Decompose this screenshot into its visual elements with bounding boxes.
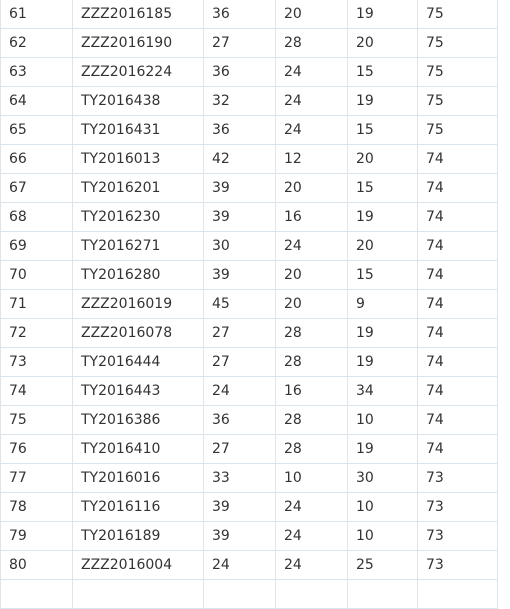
rank-cell: 77: [1, 464, 73, 493]
total-cell: 73: [418, 551, 498, 580]
rank-cell: 63: [1, 58, 73, 87]
score-b-cell: 20: [276, 290, 348, 319]
total-cell: 74: [418, 261, 498, 290]
table-row: [1, 580, 498, 609]
score-c-cell: [348, 580, 418, 609]
score-a-cell: 39: [204, 203, 276, 232]
score-b-cell: 16: [276, 203, 348, 232]
score-c-cell: 10: [348, 493, 418, 522]
id-cell: TY2016443: [73, 377, 204, 406]
total-cell: 75: [418, 87, 498, 116]
id-cell: TY2016271: [73, 232, 204, 261]
total-cell: 73: [418, 464, 498, 493]
total-cell: 75: [418, 29, 498, 58]
total-cell: 75: [418, 116, 498, 145]
score-b-cell: 24: [276, 116, 348, 145]
table-row: [1, 145, 498, 174]
score-b-cell: [276, 580, 348, 609]
total-cell: 74: [418, 145, 498, 174]
rank-cell: 75: [1, 406, 73, 435]
score-b-cell: 28: [276, 29, 348, 58]
score-c-cell: 20: [348, 145, 418, 174]
id-cell: TY2016438: [73, 87, 204, 116]
rank-cell: 72: [1, 319, 73, 348]
id-cell: TY2016280: [73, 261, 204, 290]
score-c-cell: 34: [348, 377, 418, 406]
score-b-cell: 24: [276, 551, 348, 580]
score-a-cell: 39: [204, 261, 276, 290]
score-b-cell: 28: [276, 348, 348, 377]
id-cell: TY2016016: [73, 464, 204, 493]
score-a-cell: 27: [204, 29, 276, 58]
score-c-cell: 19: [348, 319, 418, 348]
score-b-cell: 28: [276, 319, 348, 348]
table-row: [1, 174, 498, 203]
score-c-cell: 19: [348, 203, 418, 232]
rank-cell: 73: [1, 348, 73, 377]
score-a-cell: 39: [204, 522, 276, 551]
id-cell: TY2016230: [73, 203, 204, 232]
rank-cell: 70: [1, 261, 73, 290]
table-row: [1, 522, 498, 551]
rank-cell: 79: [1, 522, 73, 551]
score-a-cell: 45: [204, 290, 276, 319]
table-row: [1, 87, 498, 116]
score-a-cell: 36: [204, 58, 276, 87]
score-a-cell: 39: [204, 493, 276, 522]
score-c-cell: 15: [348, 261, 418, 290]
results-table-body: [1, 0, 498, 609]
score-a-cell: 24: [204, 551, 276, 580]
score-a-cell: 36: [204, 116, 276, 145]
table-row: [1, 203, 498, 232]
score-b-cell: 24: [276, 58, 348, 87]
id-cell: ZZZ2016019: [73, 290, 204, 319]
id-cell: ZZZ2016185: [73, 0, 204, 29]
score-b-cell: 12: [276, 145, 348, 174]
score-a-cell: 27: [204, 435, 276, 464]
table-row: [1, 232, 498, 261]
table-row: [1, 319, 498, 348]
score-b-cell: 24: [276, 493, 348, 522]
id-cell: [73, 580, 204, 609]
id-cell: TY2016201: [73, 174, 204, 203]
table-row: [1, 0, 498, 29]
score-c-cell: 20: [348, 29, 418, 58]
score-b-cell: 24: [276, 232, 348, 261]
table-row: [1, 29, 498, 58]
total-cell: 75: [418, 0, 498, 29]
total-cell: 74: [418, 203, 498, 232]
score-c-cell: 25: [348, 551, 418, 580]
score-a-cell: 33: [204, 464, 276, 493]
table-row: [1, 406, 498, 435]
score-a-cell: 24: [204, 377, 276, 406]
table-row: [1, 464, 498, 493]
rank-cell: 64: [1, 87, 73, 116]
total-cell: 74: [418, 435, 498, 464]
table-row: [1, 435, 498, 464]
score-a-cell: 39: [204, 174, 276, 203]
total-cell: 74: [418, 319, 498, 348]
id-cell: TY2016189: [73, 522, 204, 551]
score-b-cell: 16: [276, 377, 348, 406]
score-c-cell: 15: [348, 116, 418, 145]
score-c-cell: 10: [348, 406, 418, 435]
id-cell: ZZZ2016004: [73, 551, 204, 580]
score-c-cell: 19: [348, 87, 418, 116]
table-row: [1, 348, 498, 377]
rank-cell: 67: [1, 174, 73, 203]
total-cell: 74: [418, 232, 498, 261]
score-a-cell: 30: [204, 232, 276, 261]
rank-cell: 71: [1, 290, 73, 319]
id-cell: ZZZ2016224: [73, 58, 204, 87]
score-c-cell: 15: [348, 58, 418, 87]
score-b-cell: 28: [276, 435, 348, 464]
rank-cell: 74: [1, 377, 73, 406]
total-cell: 74: [418, 406, 498, 435]
id-cell: TY2016386: [73, 406, 204, 435]
score-a-cell: 36: [204, 0, 276, 29]
rank-cell: 69: [1, 232, 73, 261]
id-cell: TY2016116: [73, 493, 204, 522]
score-b-cell: 20: [276, 0, 348, 29]
table-row: [1, 116, 498, 145]
total-cell: 74: [418, 348, 498, 377]
score-c-cell: 15: [348, 174, 418, 203]
rank-cell: 61: [1, 0, 73, 29]
score-c-cell: 19: [348, 0, 418, 29]
rank-cell: 68: [1, 203, 73, 232]
table-row: [1, 551, 498, 580]
rank-cell: 66: [1, 145, 73, 174]
id-cell: TY2016444: [73, 348, 204, 377]
total-cell: 75: [418, 58, 498, 87]
table-row: [1, 377, 498, 406]
score-c-cell: 19: [348, 435, 418, 464]
total-cell: 73: [418, 493, 498, 522]
score-b-cell: 28: [276, 406, 348, 435]
total-cell: 74: [418, 174, 498, 203]
total-cell: [418, 580, 498, 609]
rank-cell: 80: [1, 551, 73, 580]
score-b-cell: 20: [276, 174, 348, 203]
score-b-cell: 20: [276, 261, 348, 290]
score-b-cell: 24: [276, 87, 348, 116]
score-a-cell: 42: [204, 145, 276, 174]
id-cell: ZZZ2016190: [73, 29, 204, 58]
score-c-cell: 30: [348, 464, 418, 493]
score-c-cell: 10: [348, 522, 418, 551]
total-cell: 73: [418, 522, 498, 551]
score-a-cell: 27: [204, 319, 276, 348]
id-cell: TY2016013: [73, 145, 204, 174]
score-b-cell: 24: [276, 522, 348, 551]
table-row: [1, 290, 498, 319]
rank-cell: 76: [1, 435, 73, 464]
rank-cell: 78: [1, 493, 73, 522]
rank-cell: 62: [1, 29, 73, 58]
table-row: [1, 261, 498, 290]
score-a-cell: 32: [204, 87, 276, 116]
total-cell: 74: [418, 377, 498, 406]
score-c-cell: 19: [348, 348, 418, 377]
rank-cell: [1, 580, 73, 609]
id-cell: TY2016410: [73, 435, 204, 464]
score-a-cell: [204, 580, 276, 609]
score-a-cell: 27: [204, 348, 276, 377]
id-cell: ZZZ2016078: [73, 319, 204, 348]
total-cell: 74: [418, 290, 498, 319]
id-cell: TY2016431: [73, 116, 204, 145]
rank-cell: 65: [1, 116, 73, 145]
score-c-cell: 20: [348, 232, 418, 261]
score-c-cell: 9: [348, 290, 418, 319]
score-a-cell: 36: [204, 406, 276, 435]
table-row: [1, 58, 498, 87]
score-b-cell: 10: [276, 464, 348, 493]
table-row: [1, 493, 498, 522]
